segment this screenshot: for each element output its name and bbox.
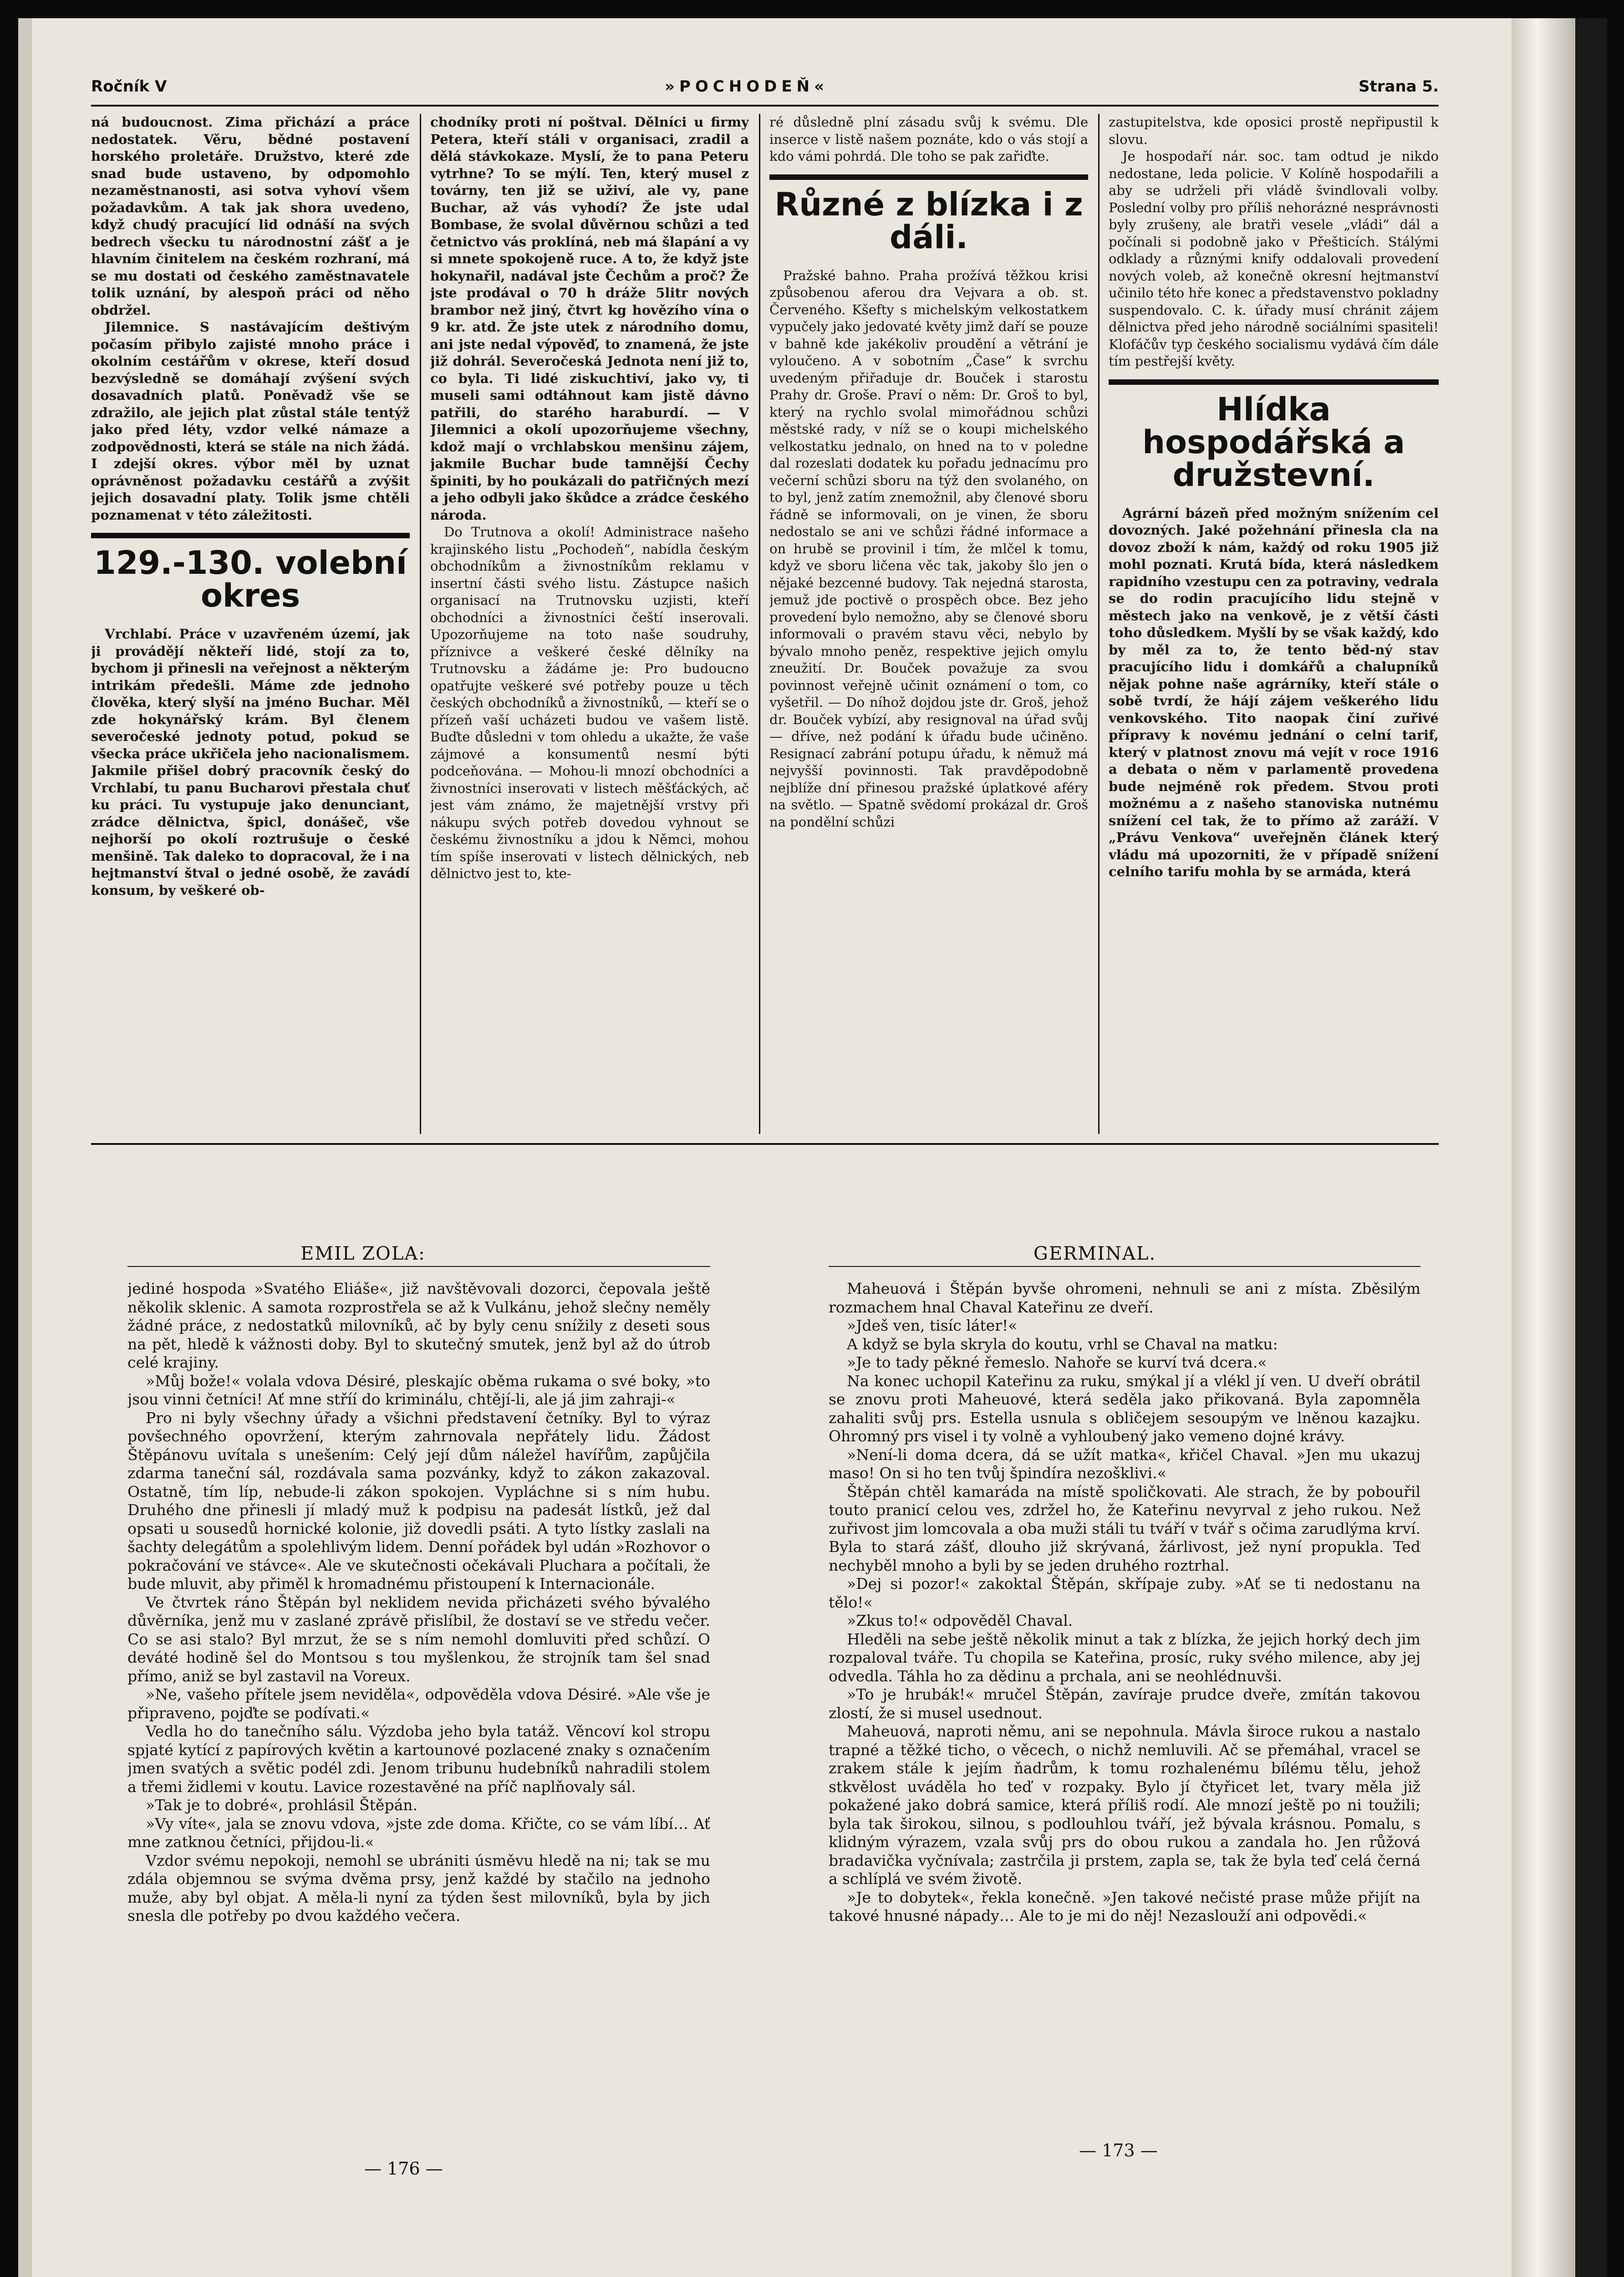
serial-left-para: »Ne, vašeho přítele jsem neviděla«, odpověděla vdova Désiré. »Ale vše je připraveno, pojďte se podívati.« xyxy=(127,1685,710,1722)
article-column-2 xyxy=(430,114,749,1134)
newspaper-page xyxy=(18,18,1512,2277)
col1-para-3: Vrchlabí. Práce v uzavřeném území, jak ji provádějí někteří lidé, stojí za to, bychom ji přinesli na veřejnost a některým intrikám předešli. Máme zde jednoho člověka, který slyší na jméno Buchar. Měl zde hokynářský krám. Byl členem severočeské jednoty potud, pokud se všecka práce ukřičela jeho nacionalismem. Jakmile přišel dobrý pracovník český do Vrchlabí, tu panu Bucharovi přestala chuť ku práci. Tu vystupuje jako denunciant, zrádce dělnictva, špicl, donášeč, vše nejhorší po okolí roztrušuje o české menšině. Tak daleko to dopracoval, že i na hejtmanství štval o jedné osobě, že zavádí konsum, by veškeré ob- xyxy=(91,626,410,898)
col4-para-2: Je hospodaří nár. soc. tam odtud je nikdo nedostane, leda policie. V Kolíně hospodařili a aby se udrželi při vládě švindlovali volby. Poslední volby pro příliš nehorázné nesprávnosti byly zrušeny, ale bratři vesele „vládi“ dál a počínali si podobně jako v Přešticích. Stálými odklady a různými knify oddalovali provedení nových voleb, až konečně okresní hejtmanství učinilo této hře konec a představenstvo pokladny suspendovalo. C. k. úřady musí chránit zájem dělnictva před jeho národně sociálními spasiteli! Klofáčův typ českého socialismu vydává čím dále tím pestřejší květy. xyxy=(1109,148,1439,369)
col3-divider xyxy=(769,174,1088,180)
col4-heading: Hlídka hospodářská a družstevní. xyxy=(1142,390,1405,494)
paper-title: »POCHODEŇ« xyxy=(665,77,829,96)
col-rule-2 xyxy=(759,114,760,1134)
serial-left-para: Vedla ho do tanečního sálu. Výzdoba jeho byla tatáž. Věncoví kol stropu spjaté kytící z papírových květin a kartounové pozlacené znaky s označením jmen svatých a světic podél zdi. Jenom tribunu hudebníků nahradili stolem a třemi židlemi v koutu. Lavice rozestavěné na příč naplňovaly sál. xyxy=(127,1722,710,1796)
article-column-1 xyxy=(91,114,410,1134)
serial-right-para: »Dej si pozor!« zakoktal Štěpán, skřípaje zuby. »Ať se ti nedostanu na tělo!« xyxy=(829,1575,1420,1611)
serial-right-para: »Zkus to!« odpověděl Chaval. xyxy=(847,1612,1073,1629)
col3-heading: Různé z blízka i z dáli. xyxy=(774,185,1083,256)
col2-para-1: chodníky proti ní poštval. Dělníci u firmy Petera, kteří stáli v organisaci, zradil a dělá stávkokaze. Myslí, že to pana Peteru vytrhne? To se mýlí. Ten, který musel z továrny, ten již se uživí, ale vy, pane Buchar, až vás vyhodí? Že jste udal Bombase, že svolal důvěrnou schůzi a teď četnictvo vás proklíná, neb má šlapání a vy si mnete spokojeně ruce. A to, že když jste hokynařil, nadával jste Čechům a proč? Že jste prodával o 70 h dráže 5litr nových brambor než jiný, čtvrt kg hovězího vína o 9 kr. atd. Že jste utek z národního domu, ani jste nedal výpověď, to znamená, že jste již dohrál. Severočeská Jednota není již to, co byla. Ti lidé ziskuchtiví, jako vy, ti museli sami odtáhnout kam jistě dávno patřili, do starého haraburdí. — V Jilemnici a okolí upozorňujeme všechny, kdož mají o vrchlabskou menšinu zájem, jakmile Buchar bude tamnější Čechy špiniti, by ho poukázali do patřičných mezí a jeho odbyli jako škůdce a zrádce českého národa. xyxy=(430,114,749,523)
binding-shadow xyxy=(1575,18,1607,2277)
serial-left-para: »Můj bože!« volala vdova Désiré, pleskajíc oběma rukama o své boky, »to jsou vinni četníci! Ať mne stříí do kriminálu, chtějí-li, ale já jim zahraji-« xyxy=(127,1372,710,1408)
serial-left-para: Vzdor svému nepokoji, nemohl se ubrániti úsměvu hledě na ni; tak se mu zdála objemnou se svýma dvěma prsy, jenž každé by stačilo na jednoho muže, aby byl objat. A měla-li nyní za týden šest milovníků, byla by jich snesla dle potřeby po dvou každého večera. xyxy=(127,1851,710,1925)
volume-label: Ročník V xyxy=(91,77,167,96)
serial-right-para: Maheuová i Štěpán byvše ohromeni, nehnuli se ani z místa. Zběsilým rozmachem hnal Chaval Kateřinu ze dveří. xyxy=(829,1280,1420,1316)
col3-para-2: Pražské bahno. Praha prožívá těžkou krisi způsobenou aferou dra Vejvara a ob. st. Červeného. Kšefty s michelským velkostatkem vypučely jako jedovaté květy jimž daří se pouze v bahně kde jakékoliv proudění a větrání je vyloučeno. A v sobotním „Čase“ k svrchu uvedeným přiřaduje dr. Bouček i starostu Prahy dr. Groše. Praví o něm: Dr. Groš to byl, který na rychlo svolal mimořádnou schůzi městské rady, v níž se o koupi michelského velkostatku jednalo, on hned na to v poledne dal rozeslati dodatek ku pořadu jednacímu pro večerní schůzi sboru na týž den svolaného, on to byl, jenž zatím znemožnil, aby členové sboru řádně se informovali, on je vinen, že sboru nedostalo se ani ve schůzi řádné informace a on hrubě se provinil i tím, že mlčel k tomu, když ve sboru ličena věc tak, jakoby šlo jen o nějaké bezcenné budovy. Tak nejedná starosta, jemuž jde poctivě o prospěch obce. Bez jeho provedení bylo nemožno, aby se členové sboru informovali o pravém stavu věci, nebylo by bývalo mnoho peněz, respektive jejich omylu zneužití. Dr. Bouček považuje za svou povinnost veřejně učinit oznámení o tom, co vyšetřil. — Do níhož dojdou jste dr. Groš, jehož dr. Bouček vybízí, aby resignoval na úřad svůj — dříve, než podání k úřadu bude učiněno. Resignací zabrání potupu úřadu, k němuž má nejvyšší povinnosti. Tak pravděpodobně nejblíže dní přinesou pražské úplatkové aféry na světlo. — Spatně svědomí prokázal dr. Groš na pondělní schůzi xyxy=(769,267,1088,830)
col2-para-2: Do Trutnova a okolí! Administrace našeho krajinského listu „Pochodeň“, nabídla českým obchodníkům a živnostníkům reklamu v insertní části svého listu. Zástupce našich organisací na Trutnovsku uzjisti, kteří obchodníci a živnostníci čeští inserovali. Upozorňujeme na toto naše soudruhy, příznivce a veškeré české dělníky na Trutnovsku a žádáme je: Pro budoucno opatřujte veškeré své potřeby pouze u těch českých obchodníků a živnostníků, — kteří se o přízeň vaší ucházeti budou ve vašem listě. Buďte důsledni v tom ohledu a ukažte, že vaše zájmové a konsumentů nesmí býti podceňována. — Mohou-li mnozí obchodníci a živnostníci inserovati v listech měšťáckých, ač jest vám známo, že majetnější vrstvy při nákupu svých potřeb dovedou vyhnout se českému živnostníku a jdou k Němci, mohou tím spíše inserovati v listech dělnických, neb dělnictvo jest to, kte- xyxy=(430,524,749,881)
serial-author-rule xyxy=(127,1266,710,1267)
col4-para-1: zastupitelstva, kde oposici prostě nepřipustil k slovu. xyxy=(1109,114,1439,147)
serial-right-para: »Jdeš ven, tisíc láter!« xyxy=(847,1317,1018,1334)
serial-right-para: Hleděli na sebe ještě několik minut a tak z blízka, že jejich horký dech jim rozpaloval tváře. Tu chopila se Kateřina, prosíc, ruky svého milence, aby jej odvedla. Táhla ho za dědinu a prchala, ani se neohlédnuvši. xyxy=(829,1630,1420,1685)
article-column-3 xyxy=(769,114,1088,1134)
serial-page-number-left: — 176 — xyxy=(364,2159,443,2179)
col3-para-1: ré důsledně plní zásadu svůj k svému. Dle inserce v listě našem poznáte, kdo o vás stojí a kdo vámi pohrdá. Dle toho se pak zařiďte. xyxy=(769,114,1088,164)
serial-right-para: Na konec uchopil Kateřinu za ruku, smýkal jí a vlékl jí ven. U dveří obrátil se znovu proti Maheuové, která seděla jako přikovaná. Byla zapomněla zahaliti svůj prs. Estella usnula s obličejem sesoupým ve lněnou kazajku. Ohromný prs visel i ty volně a vyhloubený jako vemeno dojné krávy. xyxy=(829,1372,1420,1445)
articles-bottom-rule xyxy=(91,1143,1439,1145)
col1-para-2: Jilemnice. S nastávajícím deštivým počasím přibylo zajisté mnoho práce i okolním cestářům v okrese, kteří dosud bezvýsledně se domáhají zvýšení svých dosavadních platů. Poněvadž vše se zdražilo, ale jejich plat zůstal stále tentýž jako před léty, vzdor velké námaze a zodpovědnosti, která se stále na nich žádá. I zdejší okres. výbor měl by uznat oprávněnost požadavku cestářů a zvýšit jejich dosavadní platy. Tolik jsme chtěli poznamenat v této záležitosti. xyxy=(91,319,410,523)
serial-title-rule xyxy=(829,1266,1420,1267)
serial-left-para: »Tak je to dobré«, prohlásil Štěpán. xyxy=(146,1796,417,1814)
serial-title: GERMINAL. xyxy=(1033,1243,1156,1264)
serial-left-para: jediné hospoda »Svatého Eliáše«, již navštěvovali dozorci, čepovala ještě několik sklenic. A samota rozprostřela se až k Vulkánu, jehož slečny neměly žádné práce, z nedostatků milovníků, ač by byly cenu snížily z deseti sous na pět, hledě k vážnosti doby. Byl to skutečný smutek, jenž byl až do útrob celé krajiny. xyxy=(127,1280,710,1371)
serial-left-para: Pro ni byly všechny úřady a všichni představení četníky. Byl to výraz povšechného opovržení, kterým zahrnovala nepřátely lidu. Žádost Štěpánovu uvítala s unešením: Celý její dům náležel havířům, zapůjčila zdarma taneční sál, rozdávala sama pozvánky, když to zákon zakazoval. Ostatně, tím líp, nebude-li zákon spokojen. Vypláchne si s ním hubu. Druhého dne přinesli jí mladý muž k podpisu na padesát lístků, jež dal opsati u sousedů hornické kolonie, již dovedli psáti. A tyto lístky zaslali na šachty delegátům a spolehlivým lidem. Denní pořádek byl udán »Rozhovor o pokračování ve stávce«. Ale ve skutečnosti očekávali Pluchara a počítali, že bude mluvit, aby přiměl k hromadnému přistoupení k Internacionále. xyxy=(127,1409,710,1593)
serial-right-para: Maheuová, naproti němu, ani se nepohnula. Mávla široce rukou a nastalo trapné a těžké ticho, o věcech, o nichž nemluvili. Ač se přemáhal, vracel se zrakem stále k jejím ňadrům, k tomu rozhalenému bílému tělu, jehož stkvělost uváděla ho teď v rozpaky. Bylo jí čtyřicet let, tvary měla již pokažené jako dobrá samice, která příliš rodí. Ale mnozí ještě po ni toužili; byla tak širokou, silnou, s podlouhlou tváří, jež bývala krásnou. Pomalu, s klidným výrazem, vzala svůj prs do obou rukou a zandala ho. Jen růžová bradavička vyčnívala; zastrčila ji prstem, zapla se, tak že byla teď celá černá a schlíplá ve svém životě. xyxy=(829,1722,1420,1888)
col1-heading: 129.-130. volební okres xyxy=(94,544,407,614)
col1-divider xyxy=(91,533,410,538)
serial-right-para: A když se byla skryla do koutu, vrhl se Chaval na matku: xyxy=(847,1335,1278,1353)
col-rule-1 xyxy=(420,114,421,1134)
page-edge xyxy=(18,18,32,2277)
serial-right-para: »Není-li doma dcera, dá se užít matka«, křičel Chaval. »Jen mu ukazuj maso! On si ho ten tvůj špindíra nezošklivi.« xyxy=(829,1445,1420,1482)
serial-right-para: »To je hrubák!« mručel Štěpán, zavíraje prudce dveře, zmítán takovou zlostí, že si musel usednout. xyxy=(829,1685,1420,1722)
book-binding xyxy=(1512,18,1575,2277)
serial-left-para: »Vy víte«, jala se znovu vdova, »jste zde doma. Křičte, co se vám líbí… Ať mne zatknou četníci, přijdou-li.« xyxy=(127,1814,710,1851)
serial-page-number-right: — 173 — xyxy=(1079,2140,1158,2160)
article-column-4 xyxy=(1109,114,1439,1134)
col1-para-1: ná budoucnost. Zima přichází a práce nedostatek. Věru, bědné postavení horského proletáře. Družstvo, které zde snad bude ustaveno, by odpomohlo nezaměstnanosti, asi sotva vyhoví všem požadavkům. A tak jak shora uvedeno, když chudý pracující lid odnáší na svých bedrech všecku tu národnostní zášť a je hlavním činitelem na českém rozhraní, má se mu dostati od českého zaměstnavatele tolik uznání, by alespoň práci od něho obdržel. xyxy=(91,114,410,318)
serial-author: EMIL ZOLA: xyxy=(300,1243,426,1264)
page-label: Strana 5. xyxy=(1358,77,1439,96)
serial-left-column xyxy=(127,1280,710,2109)
col-rule-3 xyxy=(1098,114,1100,1134)
serial-right-para: »Je to tady pěkné řemeslo. Nahoře se kurví tvá dcera.« xyxy=(847,1353,1267,1371)
serial-left-para: Ve čtvrtek ráno Štěpán byl neklidem nevida přicházeti svého bývalého důvěrníka, jenž mu v zaslané zprávě přislíbil, že dostaví se ve středu večer. Co se asi stalo? Byl mrzut, že se s ním nemohl domluviti před schůzí. O deváté hodině šel do Montsou s tou myšlenkou, že strojník tam šel snad přímo, aniž se byl zastavil na Voreux. xyxy=(127,1593,710,1685)
masthead-line xyxy=(91,73,1439,100)
serial-right-column xyxy=(829,1280,1420,2109)
col4-divider xyxy=(1109,379,1439,385)
header-rule xyxy=(91,105,1439,107)
serial-right-para: Štěpán chtěl kamaráda na místě spoličkovati. Ale strach, že by pobouřil touto pranicí celou ves, zdržel ho, že Kateřinu nevyrval z jeho rukou. Než zuřivost jim lomcovala a oba muži stáli tu tváří v tvář s očima zarudlýma krví. Byla to stará zášť, dlouho již skrývaná, žárlivost, jež nyní propukla. Teď nechyběl mnoho a byli by se jeden druhého roztrhal. xyxy=(829,1482,1420,1574)
serial-right-para: »Je to dobytek«, řekla konečně. »Jen takové nečisté prase může přijít na takové hnusné nápady… Ale to je mi do něj! Nezaslouží ani odpovědi.« xyxy=(829,1888,1420,1925)
col4-para-3: Agrární bázeň před možným snížením cel dovozných. Jaké požehnání přinesla cla na dovoz zboží k nám, každý od roku 1905 již mohl poznati. Krutá bída, která následkem rapidního vzestupu cen za potraviny, vedrala se do rodin pracujícího lidu stejně v městech jako na venkově, je z větší části toho důsledkem. Myšlí by se však každý, kdo by měl za to, že tento běd-ný stav pracujícího lidu i domkářů a chalupníků nějak pohne naše agrárníky, kteří stále o sobě tvrdí, že hájí zájem veškerého lidu venkovského. Tito naopak činí zuřivé přípravy k novému jednání o celní tarif, který v platnost znovu má vejít v roce 1916 a debata o něm v parlamentě provedena bude nejméně rok předem. Stvou proti možnému a z našeho stanoviska nutnému snížení cel tak, že to přímo až zaráží. V „Právu Venkova“ uveřejněn článek který vládu má upozorniti, že v případě snížení celního tarifu mohla by se armáda, která xyxy=(1109,505,1439,879)
